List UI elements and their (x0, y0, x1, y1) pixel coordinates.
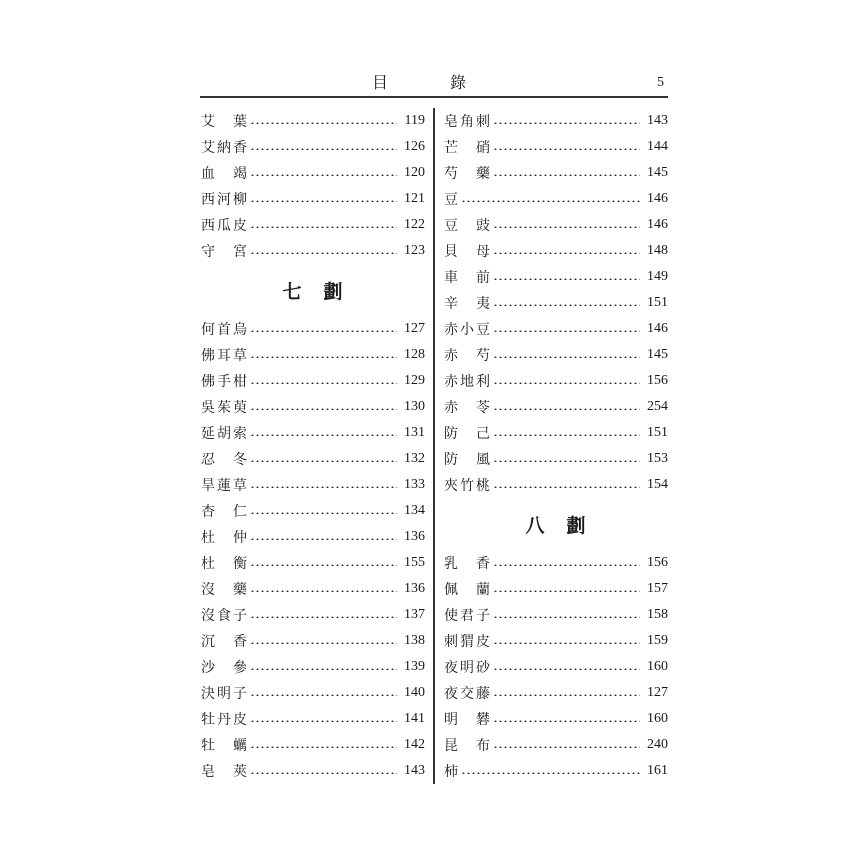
entry-name: 車 前 (444, 270, 490, 286)
entry-page-number: 128 (404, 347, 425, 362)
toc-entry (200, 550, 425, 576)
entry-page-number: 141 (404, 711, 425, 726)
entry-page-number: 146 (647, 217, 668, 232)
entry-name: 赤 地 利 (444, 374, 490, 390)
dot-leader (493, 746, 640, 748)
entry-page-number: 129 (404, 373, 425, 388)
entry-page-number: 138 (404, 633, 425, 648)
entry-page-number: 143 (404, 763, 425, 778)
entry-page-number: 159 (647, 633, 668, 648)
entry-name: 吳 茱 萸 (201, 400, 247, 416)
entry-name: 赤 芍 (444, 348, 490, 364)
entry-name: 杏 仁 (201, 504, 247, 520)
dot-leader (250, 122, 397, 124)
toc-entry (200, 160, 425, 186)
entry-name: 西 瓜 皮 (201, 218, 247, 234)
entry-page-number: 145 (647, 165, 668, 180)
section-heading-eight-strokes (443, 498, 668, 550)
dot-leader (250, 538, 397, 540)
entry-name: 牡 丹 皮 (201, 712, 247, 728)
entry-page-number: 151 (647, 295, 668, 310)
toc-entry (443, 628, 668, 654)
toc-entry (443, 342, 668, 368)
entry-name: 芍 藥 (444, 166, 490, 182)
toc-entry (443, 420, 668, 446)
entry-name: 明 礬 (444, 712, 490, 728)
toc-entry (443, 550, 668, 576)
entry-page-number: 142 (404, 737, 425, 752)
dot-leader (493, 356, 640, 358)
toc-entry (200, 706, 425, 732)
toc-entry (443, 680, 668, 706)
entry-page-number: 240 (647, 737, 668, 752)
entry-page-number: 137 (404, 607, 425, 622)
entry-name: 豆 豉 (444, 218, 490, 234)
entry-page-number: 254 (647, 399, 668, 414)
dot-leader (250, 408, 397, 410)
page-number: 5 (657, 75, 664, 90)
section-heading-char-2: 劃 (566, 514, 586, 537)
dot-leader (493, 174, 640, 176)
dot-leader (493, 486, 640, 488)
toc-entry (200, 628, 425, 654)
entry-page-number: 160 (647, 659, 668, 674)
toc-entry (200, 654, 425, 680)
entry-page-number: 154 (647, 477, 668, 492)
toc-entry (443, 238, 668, 264)
entry-page-number: 155 (404, 555, 425, 570)
entry-page-number: 146 (647, 191, 668, 206)
entry-name: 決 明 子 (201, 686, 247, 702)
left-column (200, 108, 425, 784)
entry-page-number: 160 (647, 711, 668, 726)
dot-leader (493, 148, 640, 150)
entry-page-number: 139 (404, 659, 425, 674)
entry-page-number: 161 (647, 763, 668, 778)
right-column (443, 108, 668, 784)
entry-name: 忍 冬 (201, 452, 247, 468)
entry-name: 血 竭 (201, 166, 247, 182)
toc-entry (443, 368, 668, 394)
entry-name: 皂 角 刺 (444, 114, 490, 130)
toc-entry (200, 602, 425, 628)
toc-entry (200, 134, 425, 160)
entry-name: 旱 蓮 草 (201, 478, 247, 494)
entry-page-number: 136 (404, 581, 425, 596)
dot-leader (250, 200, 397, 202)
dot-leader (493, 330, 640, 332)
entry-page-number: 130 (404, 399, 425, 414)
entry-name: 柿 (444, 764, 458, 780)
entry-name: 何 首 烏 (201, 322, 247, 338)
toc-entry (443, 576, 668, 602)
entry-page-number: 122 (404, 217, 425, 232)
entry-name: 牡 蠣 (201, 738, 247, 754)
toc-entry (443, 134, 668, 160)
entry-name: 沉 香 (201, 634, 247, 650)
dot-leader (250, 564, 397, 566)
entry-name: 佩 蘭 (444, 582, 490, 598)
entry-name: 夜 明 砂 (444, 660, 490, 676)
dot-leader (461, 200, 640, 202)
entry-page-number: 121 (404, 191, 425, 206)
entry-list (443, 550, 668, 784)
entry-name: 刺 猬 皮 (444, 634, 490, 650)
entry-page-number: 153 (647, 451, 668, 466)
entry-name: 杜 衡 (201, 556, 247, 572)
entry-name: 沒 食 子 (201, 608, 247, 624)
entry-list (200, 316, 425, 784)
toc-entry (200, 498, 425, 524)
entry-name: 佛 耳 草 (201, 348, 247, 364)
toc-entry (200, 238, 425, 264)
entry-name: 防 風 (444, 452, 490, 468)
entry-name: 貝 母 (444, 244, 490, 260)
section-heading-char-1: 八 (525, 514, 545, 537)
dot-leader (493, 304, 640, 306)
entry-list (200, 108, 425, 264)
dot-leader (493, 382, 640, 384)
toc-entry (200, 316, 425, 342)
entry-page-number: 149 (647, 269, 668, 284)
toc-entry (443, 160, 668, 186)
page-header (200, 70, 668, 98)
dot-leader (250, 382, 397, 384)
entry-page-number: 123 (404, 243, 425, 258)
entry-name: 沒 藥 (201, 582, 247, 598)
toc-entry (443, 758, 668, 784)
toc-entry (200, 394, 425, 420)
entry-name: 赤 苓 (444, 400, 490, 416)
dot-leader (250, 642, 397, 644)
toc-entry (443, 212, 668, 238)
header-title-char-1: 目 (372, 73, 389, 92)
dot-leader (493, 122, 640, 124)
entry-page-number: 134 (404, 503, 425, 518)
entry-page-number: 145 (647, 347, 668, 362)
column-divider (433, 108, 435, 784)
entry-page-number: 126 (404, 139, 425, 154)
dot-leader (250, 694, 397, 696)
entry-list (443, 108, 668, 498)
section-heading-seven-strokes (200, 264, 425, 316)
dot-leader (493, 720, 640, 722)
section-heading-char-1: 七 (282, 280, 302, 303)
entry-page-number: 143 (647, 113, 668, 128)
toc-entry (443, 316, 668, 342)
entry-name: 赤 小 豆 (444, 322, 490, 338)
toc-entry (443, 394, 668, 420)
entry-page-number: 136 (404, 529, 425, 544)
dot-leader (250, 460, 397, 462)
dot-leader (493, 434, 640, 436)
dot-leader (493, 226, 640, 228)
entry-name: 夾 竹 桃 (444, 478, 490, 494)
entry-name: 乳 香 (444, 556, 490, 572)
dot-leader (250, 252, 397, 254)
entry-page-number: 156 (647, 373, 668, 388)
entry-page-number: 131 (404, 425, 425, 440)
dot-leader (250, 356, 397, 358)
dot-leader (250, 616, 397, 618)
toc-entry (200, 108, 425, 134)
dot-leader (493, 564, 640, 566)
dot-leader (250, 486, 397, 488)
toc-entry (443, 654, 668, 680)
entry-name: 延 胡 索 (201, 426, 247, 442)
entry-page-number: 127 (647, 685, 668, 700)
dot-leader (250, 174, 397, 176)
toc-entry (443, 602, 668, 628)
entry-page-number: 158 (647, 607, 668, 622)
toc-entry (200, 680, 425, 706)
header-title-char-2: 錄 (450, 73, 467, 92)
toc-entry (443, 186, 668, 212)
toc-entry (443, 264, 668, 290)
dot-leader (493, 590, 640, 592)
toc-entry (200, 446, 425, 472)
entry-page-number: 148 (647, 243, 668, 258)
entry-name: 守 宮 (201, 244, 247, 260)
entry-page-number: 132 (404, 451, 425, 466)
dot-leader (493, 694, 640, 696)
entry-name: 佛 手 柑 (201, 374, 247, 390)
toc-entry (200, 368, 425, 394)
toc-entry (443, 446, 668, 472)
dot-leader (250, 668, 397, 670)
toc-entry (200, 758, 425, 784)
dot-leader (493, 460, 640, 462)
entry-page-number: 140 (404, 685, 425, 700)
toc-entry (443, 108, 668, 134)
toc-entry (200, 212, 425, 238)
entry-name: 防 己 (444, 426, 490, 442)
toc-entry (200, 732, 425, 758)
dot-leader (250, 148, 397, 150)
dot-leader (250, 434, 397, 436)
dot-leader (493, 408, 640, 410)
toc-entry (443, 706, 668, 732)
entry-name: 艾 納 香 (201, 140, 247, 156)
entry-name: 夜 交 藤 (444, 686, 490, 702)
dot-leader (493, 616, 640, 618)
toc-entry (443, 472, 668, 498)
entry-page-number: 120 (404, 165, 425, 180)
entry-name: 辛 夷 (444, 296, 490, 312)
toc-entry (200, 420, 425, 446)
dot-leader (250, 590, 397, 592)
dot-leader (461, 772, 640, 774)
entry-page-number: 119 (404, 113, 425, 128)
entry-page-number: 146 (647, 321, 668, 336)
dot-leader (250, 720, 397, 722)
entry-name: 杜 仲 (201, 530, 247, 546)
dot-leader (493, 642, 640, 644)
toc-entry (200, 186, 425, 212)
toc-entry (200, 524, 425, 550)
dot-leader (493, 252, 640, 254)
dot-leader (250, 226, 397, 228)
dot-leader (250, 330, 397, 332)
dot-leader (250, 746, 397, 748)
entry-page-number: 157 (647, 581, 668, 596)
section-heading-char-2: 劃 (323, 280, 343, 303)
entry-name: 沙 參 (201, 660, 247, 676)
entry-name: 昆 布 (444, 738, 490, 754)
toc-entry (443, 732, 668, 758)
entry-page-number: 151 (647, 425, 668, 440)
toc-entry (200, 472, 425, 498)
entry-name: 使 君 子 (444, 608, 490, 624)
dot-leader (250, 772, 397, 774)
entry-name: 豆 (444, 192, 458, 208)
toc-entry (443, 290, 668, 316)
entry-page-number: 144 (647, 139, 668, 154)
entry-name: 皂 莢 (201, 764, 247, 780)
entry-page-number: 156 (647, 555, 668, 570)
entry-name: 西 河 柳 (201, 192, 247, 208)
entry-page-number: 133 (404, 477, 425, 492)
entry-name: 芒 硝 (444, 140, 490, 156)
dot-leader (493, 668, 640, 670)
dot-leader (250, 512, 397, 514)
toc-entry (200, 576, 425, 602)
entry-name: 艾 葉 (201, 114, 247, 130)
entry-page-number: 127 (404, 321, 425, 336)
dot-leader (493, 278, 640, 280)
toc-entry (200, 342, 425, 368)
